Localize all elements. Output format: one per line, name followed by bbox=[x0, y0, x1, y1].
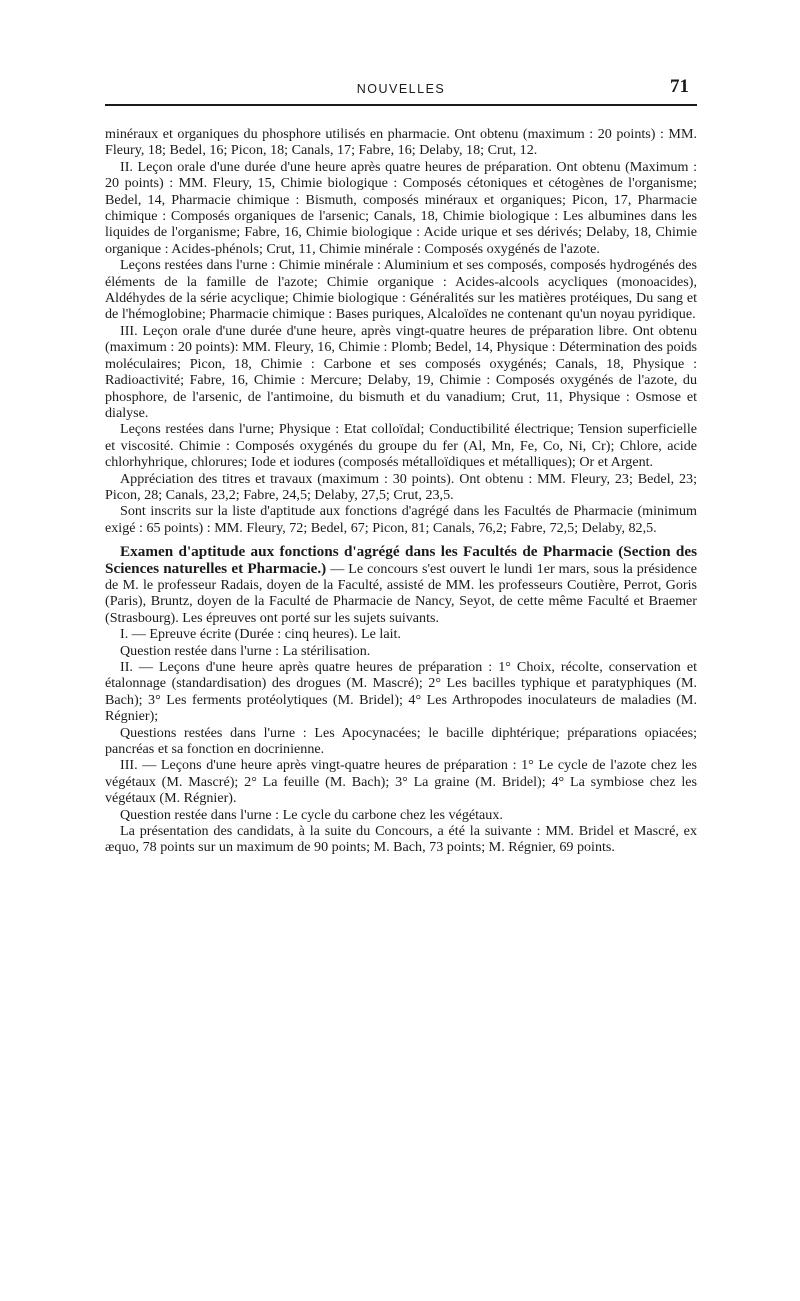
running-header bbox=[105, 76, 697, 100]
paragraph: Examen d'aptitude aux fonctions d'agrégé dans les Facultés de Pharmacie (Section des Sciences naturelles et Pharmacie.) — Le concours s'est ouvert le lundi 1er mars, sous la présidence de M. le professeur Radais, doyen de la Faculté, assisté de MM. les professeurs Coutière, Perrot, Goris (Paris), Bruntz, doyen de la Faculté de Pharmacie de Nancy, Seyot, de cette même Faculté et Braemer (Strasbourg). Les épreuves ont porté sur les sujets suivants. bbox=[105, 543, 697, 626]
header-rule bbox=[105, 104, 697, 106]
body-text bbox=[105, 126, 697, 856]
paragraph: Appréciation des titres et travaux (maximum : 30 points). Ont obtenu : MM. Fleury, 23; Bedel, 23; Picon, 28; Canals, 23,2; Fabre, 24,5; Delaby, 27,5; Crut, 23,5. bbox=[105, 470, 697, 503]
paragraph: II. — Leçons d'une heure après quatre heures de préparation : 1° Choix, récolte, conservation et étalonnage (standardisation) des drogues (M. Mascré); 2° Les bacilles typhique et paratyphiques (M. Bach); 3° Les ferments protéolytiques (M. Bridel); 4° Les Arthropodes inoculateurs de maladies (M. Régnier); bbox=[105, 659, 697, 725]
paragraph: Leçons restées dans l'urne; Physique : Etat colloïdal; Conductibilité électrique; Tension superficielle et viscosité. Chimie : Composés oxygénés du groupe du fer (Al, Mn, Fe, Co, Ni, Cr); Chlore, acide chlorhyhrique, chlorures; Iode et iodures (composés métalloïdiques et métalliques); Or et Argent. bbox=[105, 421, 697, 471]
paragraph: Leçons restées dans l'urne : Chimie minérale : Aluminium et ses composés, composés hydrogénés des éléments de la famille de l'azote; Chimie organique : Acides-alcools acycliques (monoacides), Aldéhydes de la série acyclique; Chimie biologique : Généralités sur les matières protéiques, Du sang et de l'hémoglobine; Pharmacie chimique : Bases puriques, Alcaloïdes ne contenant qu'un noyau pyridique. bbox=[105, 257, 697, 323]
paragraph: La présentation des candidats, à la suite du Concours, a été la suivante : MM. Bridel et Mascré, ex æquo, 78 points sur un maximum de 90 points; M. Bach, 73 points; M. Régnier, 69 points. bbox=[105, 823, 697, 856]
running-title: NOUVELLES bbox=[356, 82, 446, 96]
paragraph: Question restée dans l'urne : Le cycle du carbone chez les végétaux. bbox=[120, 806, 503, 823]
paragraph: III. Leçon orale d'une durée d'une heure, après vingt-quatre heures de préparation libre. Ont obtenu (maximum : 20 points): MM. Fleury, 16, Chimie : Plomb; Bedel, 14, Physique : Détermination des poids moléculaires; Picon, 18, Chimie : Carbone et ses composés oxygénés; Canals, 18, Physique : Radioactivité; Fabre, 16, Chimie : Mercure; Delaby, 19, Chimie : Composés oxygénés de l'azote, du phosphore, de l'arsenic, de l'antimoine, du bismuth et du vanadium; Crut, 11, Physique : Osmose et dialyse. bbox=[105, 322, 697, 421]
paragraph: III. — Leçons d'une heure après vingt-quatre heures de préparation : 1° Le cycle de l'azote chez les végétaux (M. Mascré); 2° La feuille (M. Bach); 3° La graine (M. Bridel); 4° La symbiose chez les végétaux (M. Régnier). bbox=[105, 757, 697, 807]
paragraph: I. — Epreuve écrite (Durée : cinq heures). Le lait. bbox=[120, 626, 401, 643]
paragraph: Sont inscrits sur la liste d'aptitude aux fonctions d'agrégé dans les Facultés de Pharmacie (minimum exigé : 65 points) : MM. Fleury, 72; Bedel, 67; Picon, 81; Canals, 76,2; Fabre, 72,5; Delaby, 82,5. bbox=[105, 503, 697, 536]
paragraph: Question restée dans l'urne : La stérilisation. bbox=[120, 642, 371, 659]
page-number: 71 bbox=[670, 76, 689, 97]
paragraph: II. Leçon orale d'une durée d'une heure après quatre heures de préparation. Ont obtenu (Maximum : 20 points) : MM. Fleury, 15, Chimie biologique : Composés cétoniques et cétogènes de l'organisme; Bedel, 14, Pharmacie chimique : Bismuth, composés minéraux et organiques; Picon, 17, Pharmacie chimique : Composés organiques de l'arsenic; Canals, 18, Chimie biologique : Les albumines dans les liquides de l'organisme; Fabre, 16, Chimie biologique : Acide urique et ses dérivés; Delaby, 18, Chimie organique : Acides-phénols; Crut, 11, Chimie minérale : Composés oxygénés de l'azote. bbox=[105, 158, 697, 257]
paragraph: Questions restées dans l'urne : Les Apocynacées; le bacille diphtérique; préparations opiacées; pancréas et sa fonction en docrinienne. bbox=[105, 724, 697, 758]
paragraph: minéraux et organiques du phosphore utilisés en pharmacie. Ont obtenu (maximum : 20 points) : MM. Fleury, 18; Bedel, 16; Picon, 18; Canals, 17; Fabre, 16; Delaby, 18; Crut, 12. bbox=[105, 126, 697, 159]
section-heading: Examen d'aptitude aux fonctions d'agrégé dans les Facultés de Pharmacie (Section des Sciences naturelles et Pharmacie.) bbox=[105, 543, 697, 577]
